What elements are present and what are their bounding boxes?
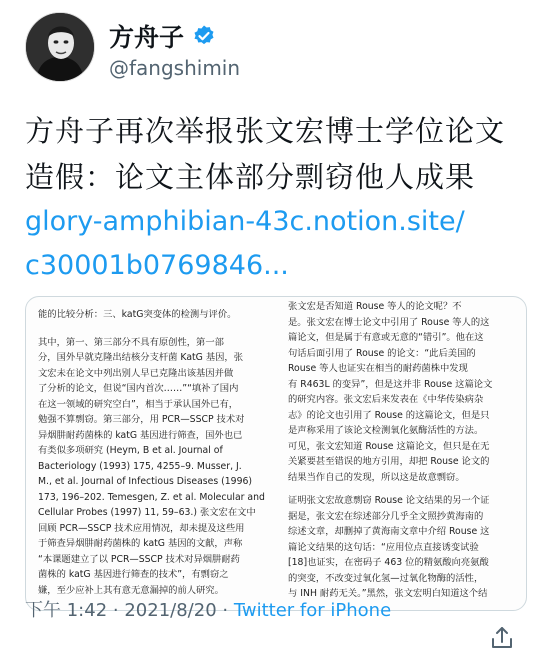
doc-line: 句话后面引用了 Rouse 的论文：“此后美国的 xyxy=(288,347,476,359)
doc-line: 文宏未在论文中列出别人早已克隆出该基因并做 xyxy=(38,367,234,379)
share-icon[interactable] xyxy=(488,624,516,652)
attached-document-image[interactable] xyxy=(25,296,527,611)
tweet-source-link[interactable]: Twitter for iPhone xyxy=(233,600,392,621)
doc-line: 在这一领域的研究空白”，相当于承认国外已有， xyxy=(38,398,239,410)
tweet-text-line: 造假：论文主体部分剽窃他人成果 xyxy=(25,160,476,194)
doc-line: 分，国外早就克隆出结核分支杆菌 KatG 基因，张 xyxy=(38,352,244,363)
doc-line: 篇论文，但是属于有意或无意的“错引”。他在这 xyxy=(288,332,484,343)
meta-separator: · xyxy=(222,600,229,621)
doc-line: 嫌，至少应补上其有意无意漏掉的前人研究。 xyxy=(38,584,224,596)
document-right-column xyxy=(288,299,516,602)
doc-line: 有类似多项研究 (Heym, B et al. Journal of xyxy=(38,445,223,456)
tweet-time[interactable]: 下午 1:42 xyxy=(25,600,108,621)
tweet-link-line[interactable]: c30001b0769846... xyxy=(25,250,289,281)
tweet-link[interactable] xyxy=(25,200,530,288)
doc-line: M., et al. Journal of Infectious Diseases (1996) xyxy=(38,476,253,487)
meta-separator: · xyxy=(112,600,119,621)
tweet-meta xyxy=(25,596,391,622)
document-left-column xyxy=(38,307,266,598)
doc-line: 是。张文宏在博士论文中引用了 Rouse 等人的这 xyxy=(288,316,490,328)
display-name[interactable]: 方舟子 xyxy=(109,23,185,52)
doc-line: 结果当作自己的发现，所以这是故意剽窃。 xyxy=(288,471,465,483)
doc-line: 综述文章，却删掉了黄海南文章中介绍 Rouse 这 xyxy=(288,526,490,537)
doc-line: 菌株的 katG 基因进行筛查的技术”，有剽窃之 xyxy=(38,569,229,580)
doc-line: 有 R463L 的变异”，但是这并非 Rouse 这篇论文 xyxy=(288,378,493,390)
doc-line: 其中，第一、第三部分不具有原创性，第一部 xyxy=(38,336,224,348)
verified-badge-icon xyxy=(192,24,216,48)
doc-line: Bacteriology (1993) 175, 4255–9. Musser, J. xyxy=(38,460,242,472)
tweet-text-line: 方舟子再次举报张文宏博士学位论文 xyxy=(25,114,506,148)
doc-line: 了分析的论文，但说“国内首次……”“填补了国内 xyxy=(38,383,239,394)
doc-line: 志》的论文也引用了 Rouse 的这篇论文，但是只 xyxy=(288,409,490,421)
tweet-header xyxy=(25,10,525,82)
doc-line: 173, 196–202. Temesgen, Z. et al. Molecular and xyxy=(38,491,265,503)
doc-line: 异烟肼耐药菌株的 katG 基因进行筛查，国外也已 xyxy=(38,429,243,441)
avatar[interactable] xyxy=(25,12,95,82)
doc-line: Cellular Probes (1997) 11, 59–63.) 张文宏在文中 xyxy=(38,507,256,518)
doc-line: 回顾 PCR—SSCP 技术应用情况，却未提及这些用 xyxy=(38,522,245,534)
doc-line: 于筛查异烟肼耐药菌株的 katG 基因的文献，声称 xyxy=(38,538,243,549)
doc-line: [18]也证实，在密码子 463 位的精氨酸向亮氨酸 xyxy=(288,557,489,568)
doc-line: Rouse 等人也证实在相当的耐药菌株中发现 xyxy=(288,363,468,374)
doc-line: 能的比较分析：三、katG突变体的检测与评价。 xyxy=(38,309,237,320)
doc-line: 与 INH 耐药无关。”黑然，张文宏明白知道这个结 xyxy=(288,588,488,599)
doc-line: 是声称采用了该论文检测氧化氨酶活性的方法。 xyxy=(288,425,484,436)
doc-line: “本课题建立了以 PCR—SSCP 技术对异烟肼耐药 xyxy=(38,553,240,565)
doc-line: 张文宏是否知道 Rouse 等人的论文呢？不 xyxy=(288,301,462,312)
doc-line: 关紧要甚至错误的地方引用，却把 Rouse 论文的 xyxy=(288,456,490,467)
doc-line: 勉强不算剽窃。第三部分，用 PCR—SSCP 技术对 xyxy=(38,414,245,425)
doc-line: 篇论文结果的这句话：“应用位点直接诱变试验 xyxy=(288,541,479,553)
user-handle[interactable]: @fangshimin xyxy=(109,56,241,80)
doc-line: 的研究内容。张文宏后来发表在《中华传染病杂 xyxy=(288,394,484,405)
doc-line: 据是，张文宏在综述部分几乎全文照抄黄海南的 xyxy=(288,510,484,522)
doc-line: 可见，张文宏知道 Rouse 这篇论文，但只是在无 xyxy=(288,440,490,452)
tweet-text xyxy=(25,108,530,200)
display-name-row[interactable] xyxy=(109,18,216,54)
doc-line: 的突变，不改变过氧化氢—过氧化物酶的活性， xyxy=(288,572,484,584)
doc-line: 证明张文宏故意剽窃 Rouse 论文结果的另一个证 xyxy=(288,495,490,506)
tweet-link-line[interactable]: glory-amphibian-43c.notion.site/ xyxy=(25,206,465,237)
tweet-date[interactable]: 2021/8/20 xyxy=(124,600,217,621)
